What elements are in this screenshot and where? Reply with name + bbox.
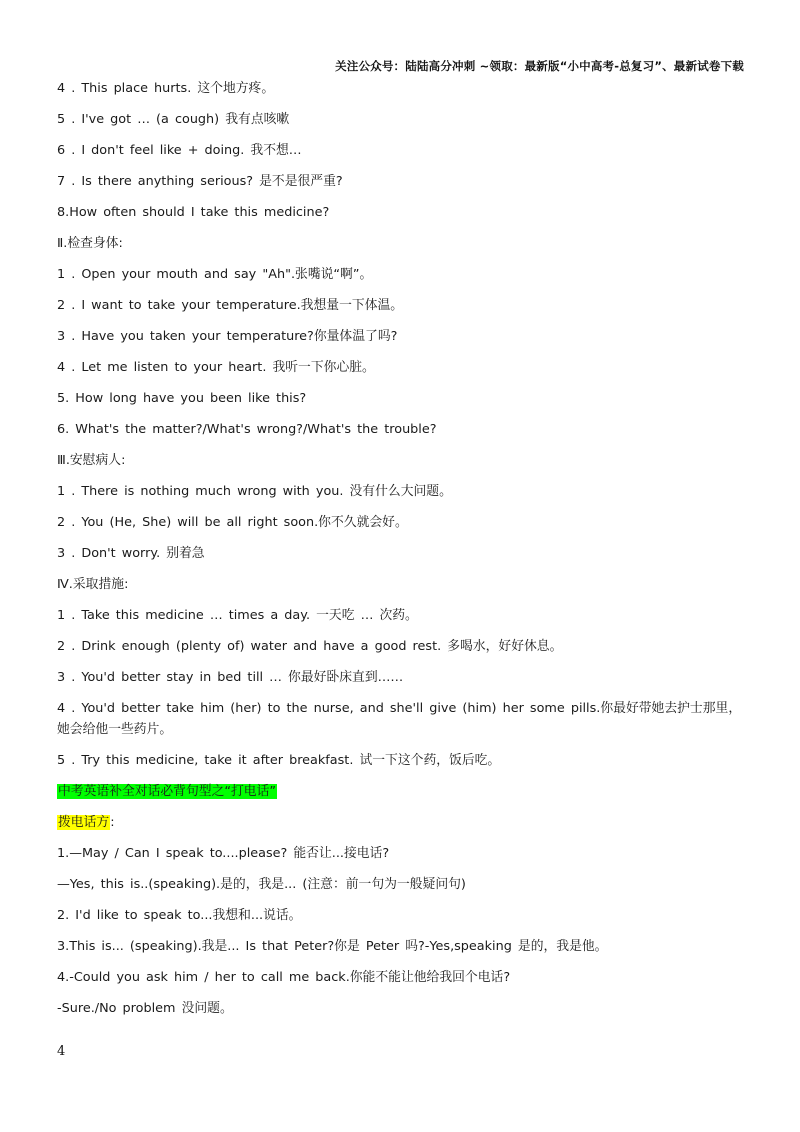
doc-line: 3 . You'd better stay in bed till … 你最好卧床直到…… — [57, 670, 404, 685]
doc-line: 4 . You'd better take him (her) to the nurse, and she'll give (him) her some pills.你最好带她去护士那里，她会给他一些药片。 — [57, 701, 742, 737]
doc-line: 3 . Don't worry. 别着急 — [57, 546, 205, 561]
doc-line: 3 . Have you taken your temperature?你量体温了吗? — [57, 329, 398, 344]
phone-line: 4.-Could you ask him / her to call me back.你能不能让他给我回个电话? — [57, 970, 511, 985]
doc-line: 7 . Is there anything serious? 是不是很严重? — [57, 174, 343, 189]
phone-line: 1.—May / Can I speak to....please? 能否让...接电话? — [57, 846, 390, 861]
doc-line: 1 . There is nothing much wrong with you. 没有什么大问题。 — [57, 484, 452, 499]
doc-line: 6. What's the matter?/What's wrong?/What's the trouble? — [57, 422, 437, 437]
doc-line: 5 . I've got … (a cough) 我有点咳嗽 — [57, 112, 290, 127]
doc-line: 4 . Let me listen to your heart. 我听一下你心脏。 — [57, 360, 375, 375]
doc-line: 5 . Try this medicine, take it after breakfast. 试一下这个药，饭后吃。 — [57, 753, 501, 768]
subsection-title-highlight: 拨电话方 — [58, 815, 110, 830]
phone-line: —Yes, this is..(speaking).是的，我是... (注意：前一句为一般疑问句) — [57, 877, 466, 892]
doc-line: 1 . Open your mouth and say "Ah".张嘴说“啊”。 — [57, 267, 373, 282]
section-heading-measures: Ⅳ.采取措施: — [57, 577, 129, 592]
document-body — [57, 78, 747, 1029]
doc-line: 4 . This place hurts. 这个地方疼。 — [57, 81, 275, 96]
doc-line: 2 . I want to take your temperature.我想量一下体温。 — [57, 298, 404, 313]
page-number: 4 — [57, 1044, 66, 1059]
section-heading-examination: Ⅱ.检查身体: — [57, 236, 123, 251]
section-title-highlight: 中考英语补全对话必背句型之“打电话” — [58, 784, 277, 799]
phone-line: 3.This is... (speaking).我是... Is that Peter?你是 Peter 吗?-Yes,speaking 是的，我是他。 — [57, 939, 608, 954]
section-title-phone-call — [57, 781, 747, 802]
doc-line: 2 . Drink enough (plenty of) water and have a good rest. 多喝水，好好休息。 — [57, 639, 563, 654]
doc-line: 6 . I don't feel like + doing. 我不想… — [57, 143, 302, 158]
doc-line: 8.How often should I take this medicine? — [57, 205, 330, 220]
doc-line: 5. How long have you been like this? — [57, 391, 307, 406]
phone-line: -Sure./No problem 没问题。 — [57, 1001, 233, 1016]
phone-line: 2. I'd like to speak to...我想和...说话。 — [57, 908, 302, 923]
doc-line: 2 . You (He, She) will be all right soon.你不久就会好。 — [57, 515, 408, 530]
section-heading-comfort: Ⅲ.安慰病人: — [57, 453, 126, 468]
subsection-title-caller — [57, 812, 747, 833]
subsection-title-colon: : — [110, 815, 115, 830]
page-header: 关注公众号：陆陆高分冲刺 ~领取：最新版“小中高考-总复习”、最新试卷下载 — [335, 59, 744, 73]
doc-line: 1 . Take this medicine … times a day. 一天吃 … 次药。 — [57, 608, 418, 623]
